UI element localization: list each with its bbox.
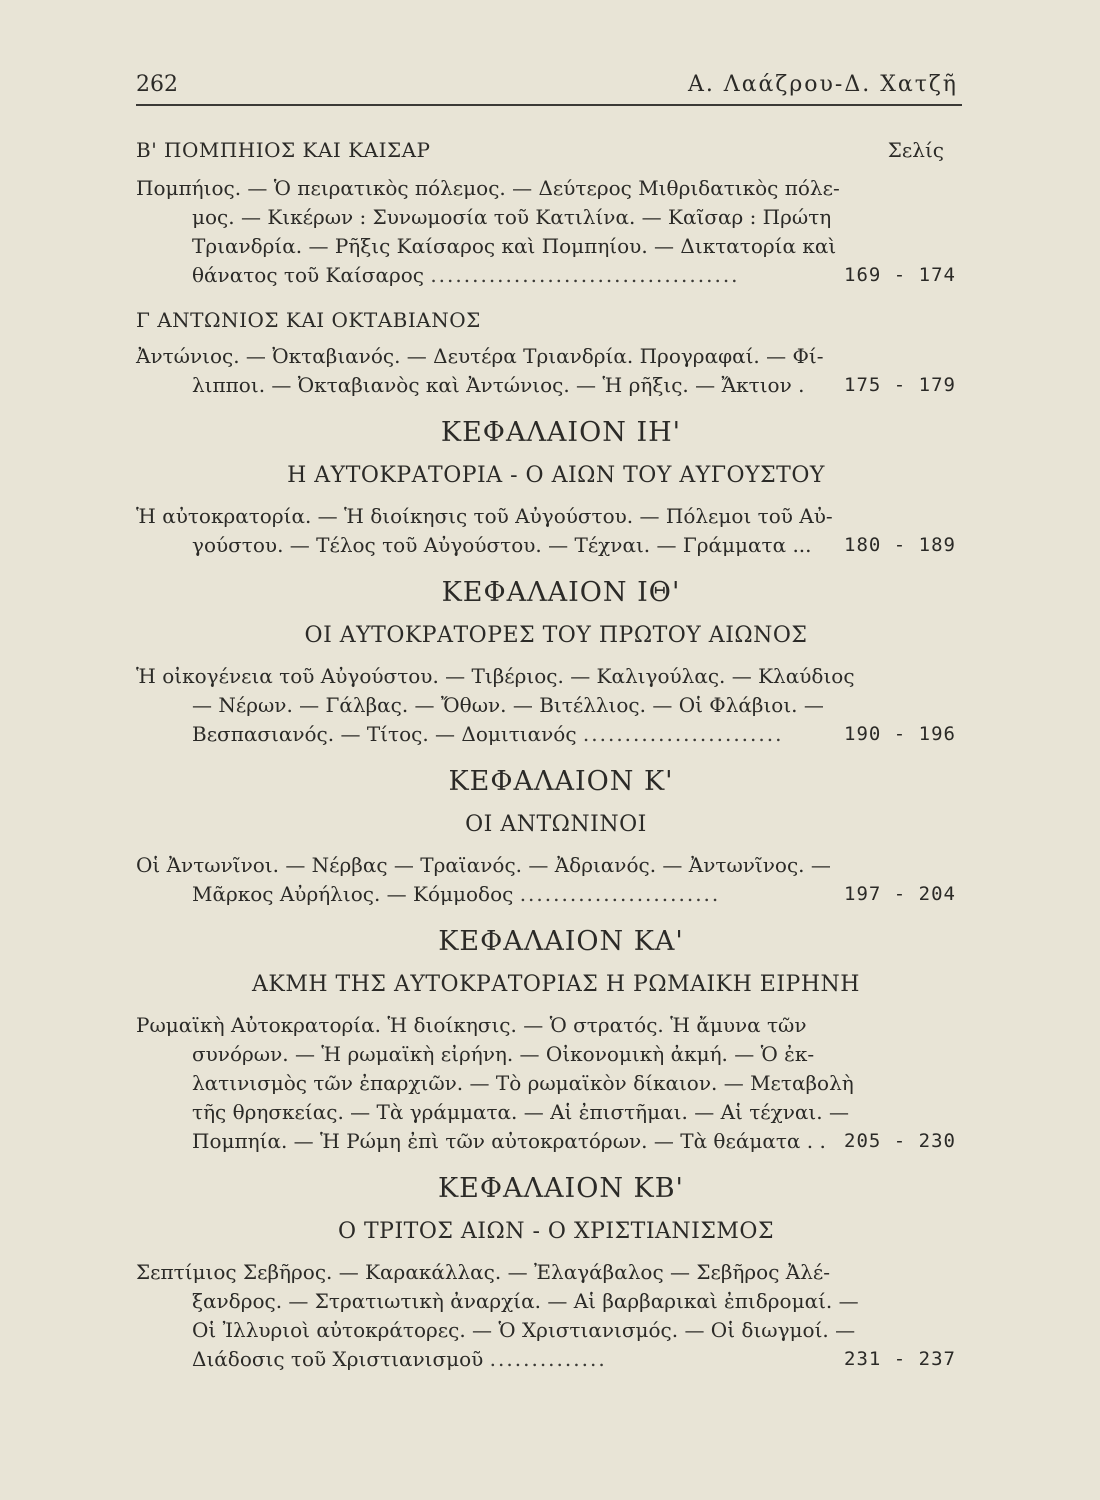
chapter-subtitle-21: ΑΚΜΗ ΤΗΣ ΑΥΤΟΚΡΑΤΟΡΙΑΣ Η ΡΩΜΑΙΚΗ ΕΙΡΗΝΗ [252, 972, 860, 997]
entry-line: Ἡ αὐτοκρατορία. — Ἡ διοίκησις τοῦ Αὐγούστου. — Πόλεμοι τοῦ Αὐ- [136, 504, 833, 528]
entry-line: Ἀντώνιος. — Ὀκταβιανός. — Δευτέρα Τριανδρία. Προγραφαί. — Φί- [136, 344, 824, 368]
chapter-title-21: ΚΕΦΑΛΑΙΟΝ ΚΑ' [438, 926, 684, 957]
entry-line-last [136, 880, 956, 909]
chapter-title-19: ΚΕΦΑΛΑΙΟΝ ΙΘ' [441, 577, 681, 608]
entry-line: λιπποι. — Ὀκταβιανὸς καὶ Ἀντώνιος. — Ἡ ρῆξις. — Ἄκτιον . [192, 373, 805, 397]
toc-entry-ch19 [136, 662, 956, 749]
entry-line: Τριανδρία. — Ρῆξις Καίσαρος καὶ Πομπηίου. — Δικτατορία καὶ [192, 234, 837, 258]
page-number: 262 [136, 72, 178, 97]
toc-entry-ch22 [136, 1258, 956, 1374]
entry-line: Οἱ Ἰλλυριοὶ αὐτοκράτορες. — Ὁ Χριστιανισμός. — Οἱ διωγμοί. — [192, 1318, 856, 1342]
chapter-subtitle-18: Η ΑΥΤΟΚΡΑΤΟΡΙΑ - Ο ΑΙΩΝ ΤΟΥ ΑΥΓΟΥΣΤΟΥ [287, 463, 825, 488]
entry-line: Ρωμαϊκὴ Αὐτοκρατορία. Ἡ διοίκησις. — Ὁ στρατός. Ἡ ἄμυνα τῶν [136, 1013, 807, 1037]
page-range: 197 - 204 [844, 883, 956, 905]
chapter-title-22: ΚΕΦΑΛΑΙΟΝ ΚΒ' [438, 1173, 684, 1204]
entry-line: ξανδρος. — Στρατιωτικὴ ἀναρχία. — Αἱ βαρβαρικαὶ ἐπιδρομαί. — [192, 1289, 859, 1313]
section-heading-g [136, 306, 956, 338]
running-head-authors: Α. Λαάζρου-Δ. Χατζῆ [687, 72, 958, 97]
entry-line: μος. — Κικέρων : Συνωμοσία τοῦ Κατιλίνα. — Καῖσαρ : Πρώτη [192, 205, 832, 229]
page-range: 205 - 230 [844, 1130, 956, 1152]
entry-line: συνόρων. — Ἡ ρωμαϊκὴ εἰρήνη. — Οἰκονομικὴ ἀκμή. — Ὁ ἐκ- [192, 1042, 815, 1066]
toc-entry-ch18 [136, 502, 956, 560]
entry-line-last [136, 1345, 956, 1374]
entry-line: Σεπτίμιος Σεβῆρος. — Καρακάλλας. — Ἐλαγάβαλος — Σεβῆρος Ἀλέ- [136, 1260, 831, 1284]
page-range: 190 - 196 [844, 723, 956, 745]
dot-leader: ..................................... [430, 263, 740, 287]
section-heading-b [136, 136, 956, 170]
entry-line: τῆς θρησκείας. — Τὰ γράμματα. — Αἱ ἐπιστῆμαι. — Αἱ τέχναι. — [192, 1100, 849, 1124]
toc-entry-g [136, 342, 956, 400]
toc-entry-ch20 [136, 851, 956, 909]
section-title: Β' ΠΟΜΠΗΙΟΣ ΚΑΙ ΚΑΙΣΑΡ [136, 138, 431, 162]
toc-entry-b [136, 174, 956, 290]
page-range: 231 - 237 [844, 1348, 956, 1370]
chapter-title-18: ΚΕΦΑΛΑΙΟΝ ΙΗ' [440, 417, 682, 448]
entry-line-text: θάνατος τοῦ Καίσαρος [192, 263, 424, 287]
chapter-subtitle-19: ΟΙ ΑΥΤΟΚΡΑΤΟΡΕΣ ΤΟΥ ΠΡΩΤΟΥ ΑΙΩΝΟΣ [304, 623, 808, 648]
entry-line: — Νέρων. — Γάλβας. — Ὄθων. — Βιτέλλιος. — Οἱ Φλάβιοι. — [192, 693, 824, 717]
entry-line-text: Μᾶρκος Αὐρήλιος. — Κόμμοδος [192, 882, 514, 906]
chapter-subtitle-20: ΟΙ ΑΝΤΩΝΙΝΟΙ [465, 812, 647, 837]
page-range: 169 - 174 [844, 264, 956, 286]
dot-leader: .............. [489, 1347, 607, 1371]
section-title: Γ ΑΝΤΩΝΙΟΣ ΚΑΙ ΟΚΤΑΒΙΑΝΟΣ [136, 308, 481, 332]
entry-line: Ἡ οἰκογένεια τοῦ Αὐγούστου. — Τιβέριος. — Καλιγούλας. — Κλαύδιος [136, 664, 855, 688]
page-column-label: Σελίς [887, 138, 944, 162]
entry-line: λατινισμὸς τῶν ἐπαρχιῶν. — Τὸ ρωμαϊκὸν δίκαιον. — Μεταβολὴ [192, 1071, 854, 1095]
entry-line-text: Βεσπασιανός. — Τίτος. — Δομιτιανός [192, 722, 577, 746]
header-rule [136, 104, 962, 106]
page-range: 180 - 189 [844, 534, 956, 556]
dot-leader: ........................ [519, 882, 721, 906]
table-of-contents [136, 136, 956, 1390]
entry-line: γούστου. — Τέλος τοῦ Αὐγούστου. — Τέχναι. — Γράμματα ... [192, 533, 812, 557]
entry-line-last [136, 720, 956, 749]
chapter-subtitle-22: Ο ΤΡΙΤΟΣ ΑΙΩΝ - Ο ΧΡΙΣΤΙΑΝΙΣΜΟΣ [337, 1219, 775, 1244]
chapter-title-20: ΚΕΦΑΛΑΙΟΝ Κ' [448, 766, 674, 797]
entry-line-text: Διάδοσις τοῦ Χριστιανισμοῦ [192, 1347, 484, 1371]
entry-line: Πομπήιος. — Ὁ πειρατικὸς πόλεμος. — Δεύτερος Μιθριδατικὸς πόλε- [136, 176, 840, 200]
entry-line-last [136, 261, 956, 290]
running-head [136, 72, 962, 102]
page-range: 175 - 179 [844, 374, 956, 396]
entry-line: Πομπηία. — Ἡ Ρώμη ἐπὶ τῶν αὐτοκρατόρων. — Τὰ θεάματα . . [192, 1129, 826, 1153]
toc-entry-ch21 [136, 1011, 956, 1156]
entry-line: Οἱ Ἀντωνῖνοι. — Νέρβας — Τραϊανός. — Ἀδριανός. — Ἀντωνῖνος. — [136, 853, 831, 877]
dot-leader: ........................ [582, 722, 784, 746]
